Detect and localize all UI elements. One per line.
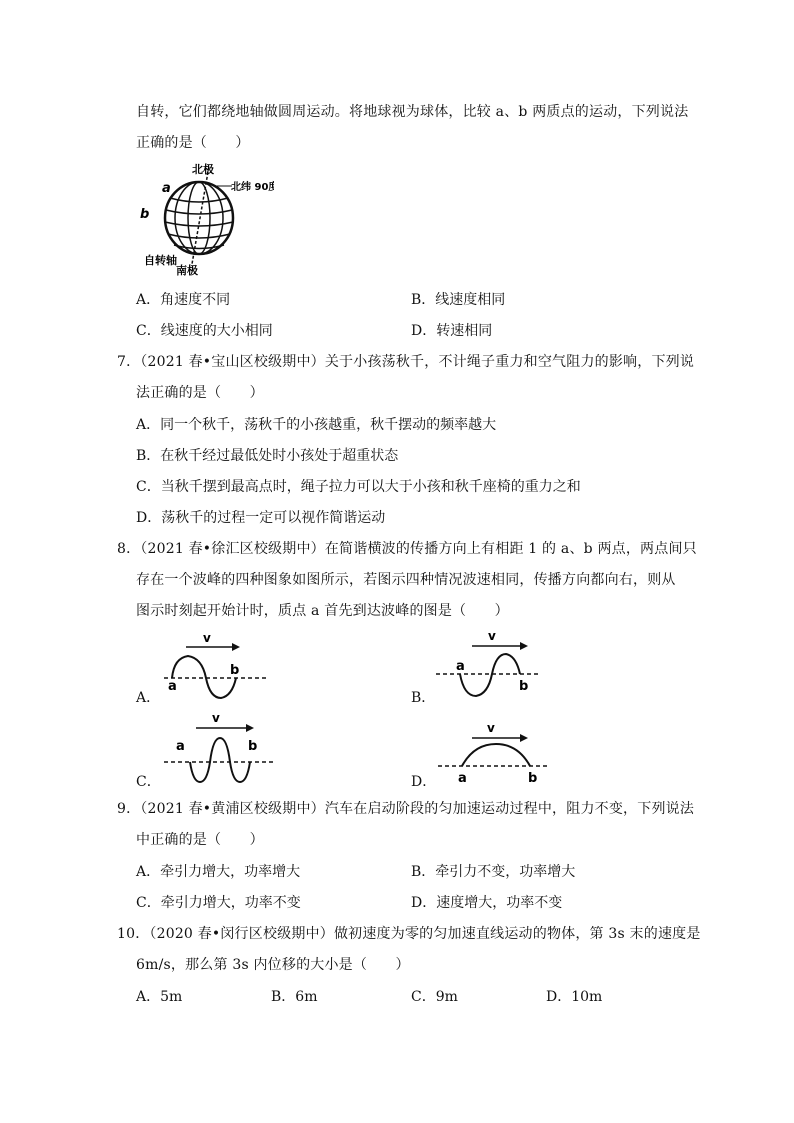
wave-figure-a xyxy=(160,630,270,700)
wave-figure-d xyxy=(432,714,552,786)
q6-option-c[interactable]: C．线速度的大小相同 xyxy=(136,323,273,339)
q9-option-c[interactable]: C．牵引力增大，功率不变 xyxy=(136,895,301,911)
q9-stem-line2: 中正确的是（ ） xyxy=(136,832,264,848)
q8-stem-line2: 存在一个波峰的四种图象如图所示，若图示四种情况波速相同，传播方向都向右，则从 xyxy=(136,572,676,588)
q7-option-a[interactable]: A．同一个秋千，荡秋千的小孩越重，秋千摆动的频率越大 xyxy=(136,417,497,433)
q6-option-d[interactable]: D．转速相同 xyxy=(411,323,493,339)
velocity-label-d: v xyxy=(487,721,495,735)
q6-option-a[interactable]: A．角速度不同 xyxy=(136,292,231,308)
point-a-label-c: a xyxy=(176,739,185,754)
point-b-label: b xyxy=(140,207,150,222)
q7-option-c[interactable]: C．当秋千摆到最高点时，绳子拉力可以大于小孩和秋千座椅的重力之和 xyxy=(136,479,581,495)
wave-figure-c xyxy=(160,710,280,784)
latitude-label: 北纬 90度 xyxy=(231,182,274,193)
point-a-label: a xyxy=(162,181,171,196)
q10-stem-line1: 10．（2020 春•闵行区校级期中）做初速度为零的匀加速直线运动的物体，第 3s 末的速度是 xyxy=(117,926,701,942)
q8-option-b[interactable]: B． xyxy=(411,690,436,706)
q6-stem-line1: 自转，它们都绕地轴做圆周运动。将地球视为球体，比较 a、b 两质点的运动，下列说法 xyxy=(136,104,689,120)
q7-stem-line2: 法正确的是（ ） xyxy=(136,385,264,401)
q9-stem-line1: 9．（2021 春•黄浦区校级期中）汽车在启动阶段的匀加速运动过程中，阻力不变，下列说法 xyxy=(117,801,695,817)
q7-stem-line1: 7．（2021 春•宝山区校级期中）关于小孩荡秋千，不计绳子重力和空气阻力的影响，下列说 xyxy=(117,354,695,370)
velocity-label-b: v xyxy=(488,629,496,643)
q9-option-b[interactable]: B．牵引力不变，功率增大 xyxy=(411,864,576,880)
point-a-label-d: a xyxy=(458,771,467,786)
velocity-label-c: v xyxy=(212,711,220,725)
south-pole-label: 南极 xyxy=(176,264,198,277)
point-b-label-c: b xyxy=(248,739,258,754)
q10-stem-line2: 6m/s，那么第 3s 内位移的大小是（ ） xyxy=(136,957,410,973)
q10-option-d[interactable]: D．10m xyxy=(546,989,603,1005)
point-b-label-d: b xyxy=(528,771,538,786)
q8-option-d[interactable]: D． xyxy=(411,774,437,790)
point-b-label-b: b xyxy=(519,679,529,694)
q9-option-d[interactable]: D．速度增大，功率不变 xyxy=(411,895,563,911)
wave-figure-b xyxy=(432,628,542,700)
north-pole-label: 北极 xyxy=(192,163,214,176)
q10-option-a[interactable]: A．5m xyxy=(136,989,183,1005)
q8-option-a[interactable]: A． xyxy=(136,690,161,706)
point-a-label-a: a xyxy=(168,679,177,694)
point-a-label-b: a xyxy=(456,659,465,674)
q8-stem-line3: 图示时刻起开始计时，质点 a 首先到达波峰的图是（ ） xyxy=(136,603,509,619)
q8-option-c[interactable]: C． xyxy=(136,774,161,790)
rotation-axis-label: 自转轴 xyxy=(144,254,177,267)
q9-option-a[interactable]: A．牵引力增大，功率增大 xyxy=(136,864,301,880)
q10-option-b[interactable]: B．6m xyxy=(271,989,318,1005)
earth-globe-figure xyxy=(134,160,274,280)
q8-stem-line1: 8．（2021 春•徐汇区校级期中）在简谐横波的传播方向上有相距 1 的 a、b 两点，两点间只 xyxy=(117,541,697,557)
q10-option-c[interactable]: C．9m xyxy=(411,989,458,1005)
q7-option-d[interactable]: D．荡秋千的过程一定可以视作简谐运动 xyxy=(136,510,386,526)
velocity-label-a: v xyxy=(203,631,211,645)
q6-stem-line2: 正确的是（ ） xyxy=(136,135,250,151)
q6-option-b[interactable]: B．线速度相同 xyxy=(411,292,506,308)
point-b-label-a: b xyxy=(230,663,240,678)
q7-option-b[interactable]: B．在秋千经过最低处时小孩处于超重状态 xyxy=(136,448,399,464)
